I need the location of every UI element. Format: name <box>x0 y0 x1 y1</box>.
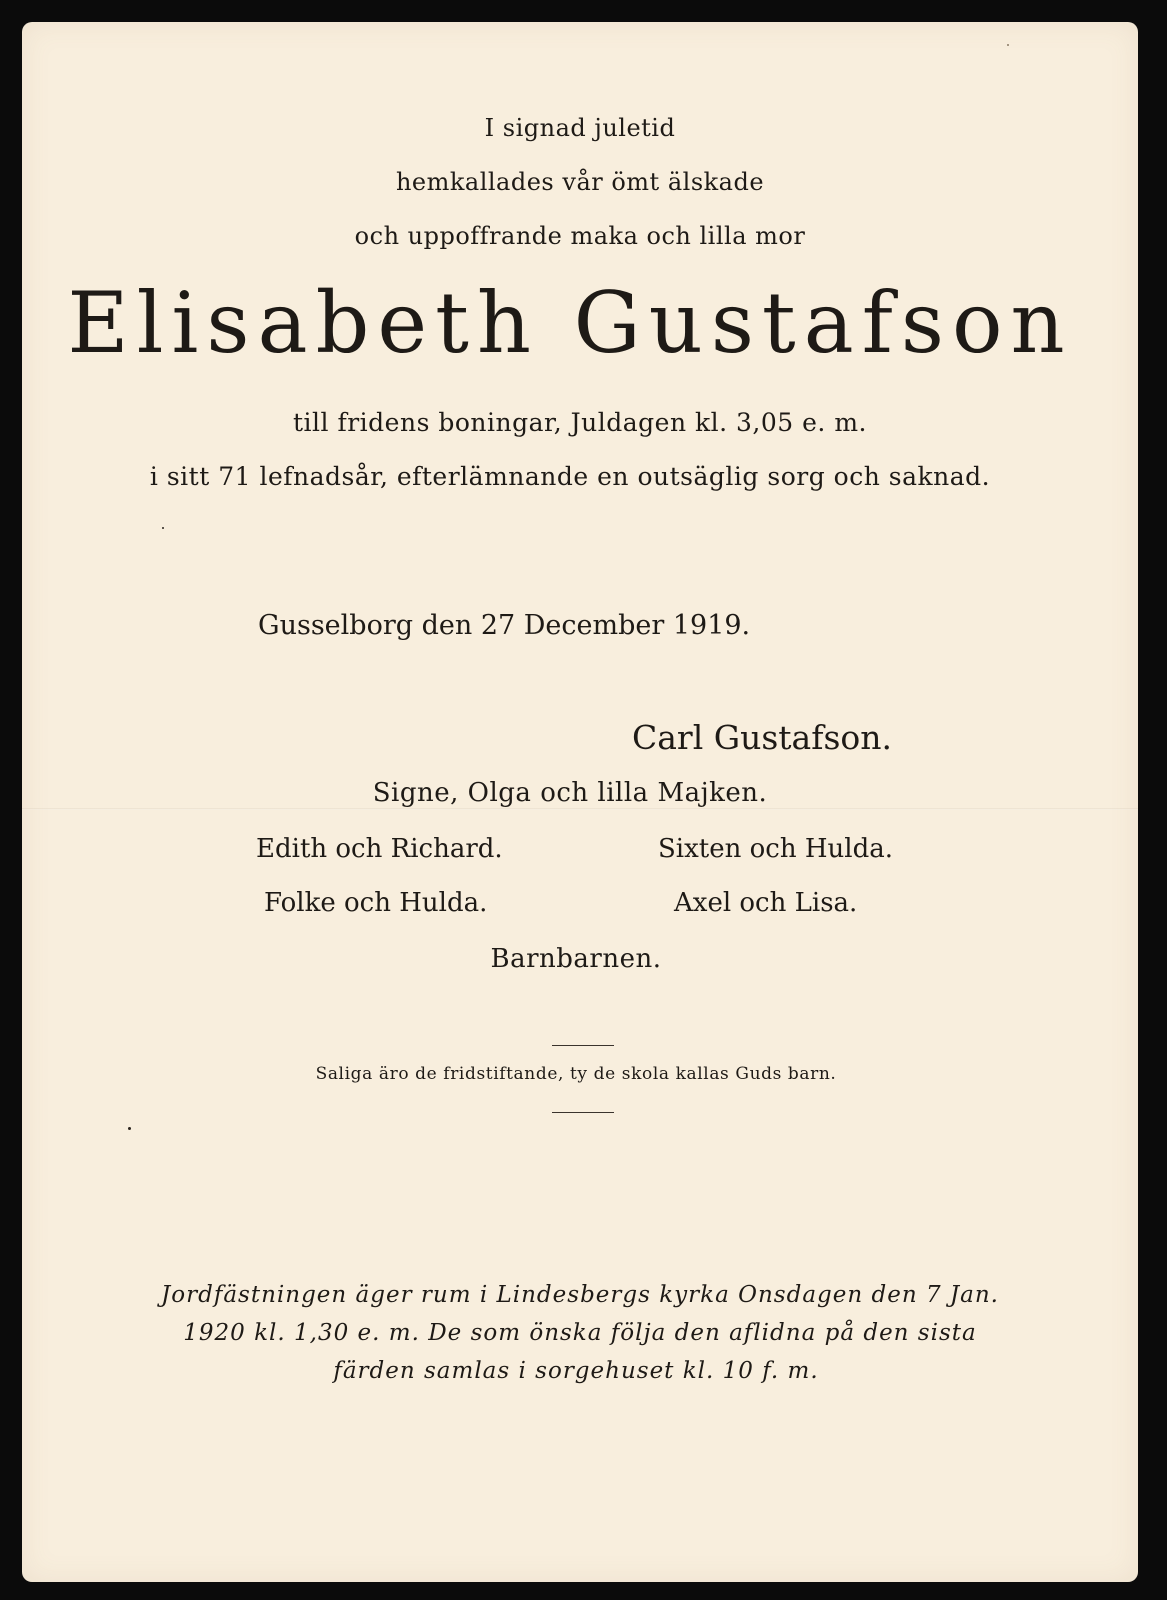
signer-name: Carl Gustafson. <box>632 718 892 757</box>
family-right-1: Sixten och Hulda. <box>658 834 894 864</box>
paper-fold-line <box>22 808 1138 810</box>
funeral-line-1: Jordfästningen äger rum i Lindesbergs kyrka Onsdagen den 7 Jan. <box>161 1282 999 1308</box>
family-left-1: Edith och Richard. <box>256 834 503 864</box>
intro-line-2: hemkallades vår ömt älskade <box>395 168 765 196</box>
place-date: Gusselborg den 27 December 1919. <box>258 610 751 641</box>
paper-speck <box>162 527 164 529</box>
funeral-line-3: färden samlas i sorgehuset kl. 10 f. m. <box>333 1358 819 1384</box>
deceased-name: Elisabeth Gustafson <box>67 274 1073 372</box>
grandchildren: Barnbarnen. <box>490 944 662 974</box>
death-line-1: till fridens boningar, Juldagen kl. 3,05 e. m. <box>293 408 867 437</box>
paper-speck <box>1007 44 1009 46</box>
death-line-2: i sitt 71 lefnadsår, efterlämnande en outsäglig sorg och saknad. <box>149 462 991 491</box>
death-notice-card <box>22 22 1138 1582</box>
bible-quote: Saliga äro de fridstiftande, ty de skola kallas Guds barn. <box>315 1064 837 1084</box>
family-right-2: Axel och Lisa. <box>674 888 858 918</box>
funeral-line-2: 1920 kl. 1,30 e. m. De som önska följa den aflidna på den sista <box>183 1320 977 1346</box>
divider-top <box>552 1045 614 1046</box>
paper-speck <box>128 1127 131 1130</box>
family-left-2: Folke och Hulda. <box>264 888 488 918</box>
intro-line-1: I signad juletid <box>484 114 676 142</box>
divider-bottom <box>552 1112 614 1113</box>
family-daughters: Signe, Olga och lilla Majken. <box>372 778 768 808</box>
intro-line-3: och uppoffrande maka och lilla mor <box>354 222 806 250</box>
